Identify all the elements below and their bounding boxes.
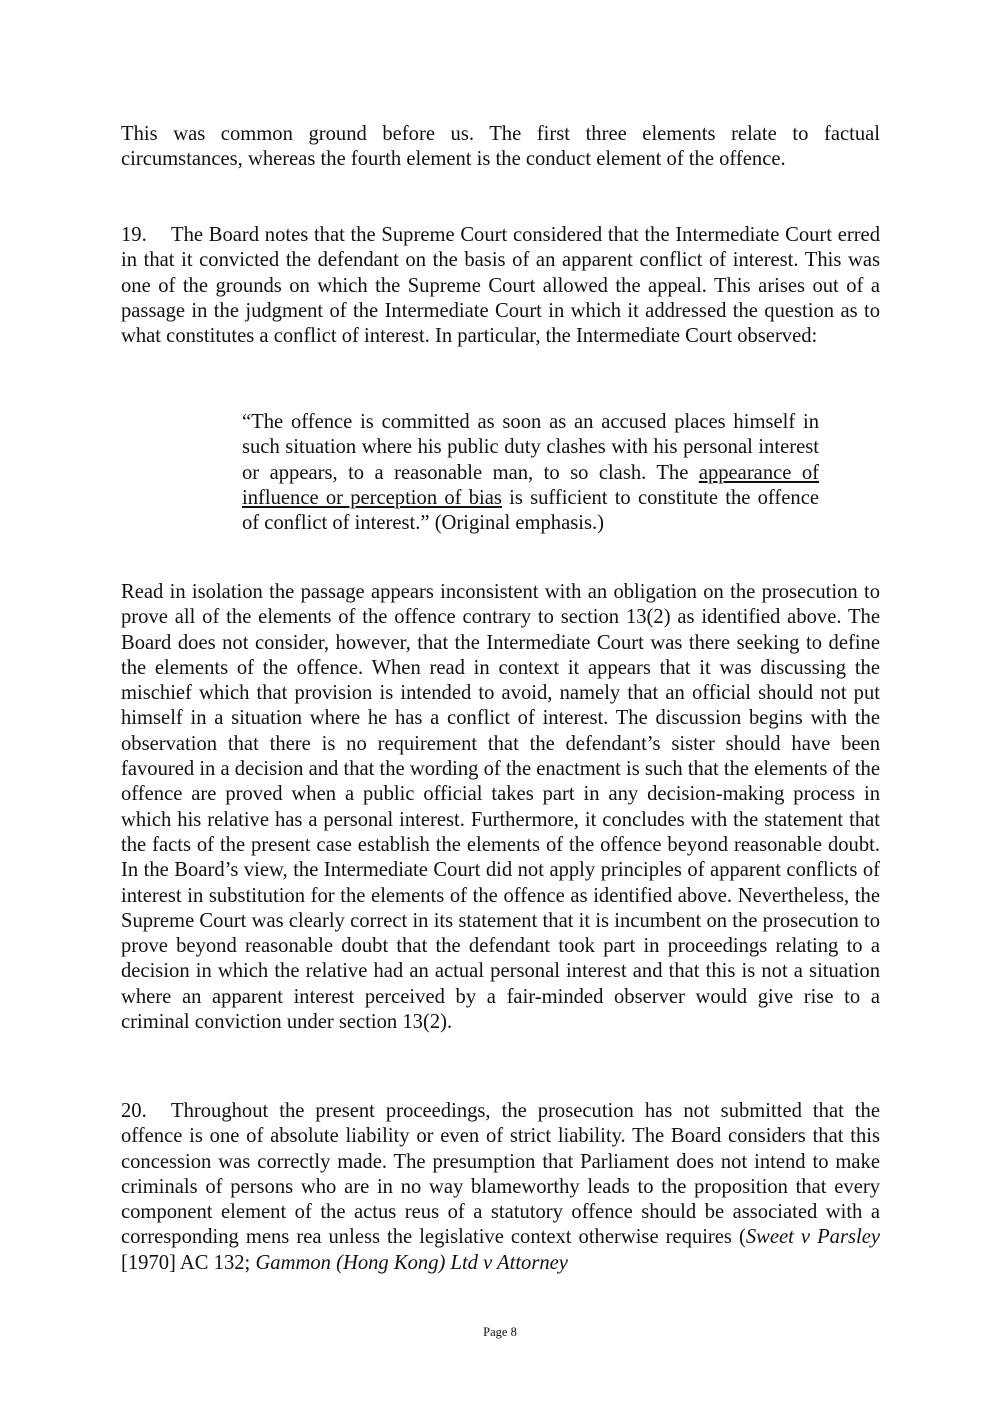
case-name: Sweet v Parsley	[745, 1226, 880, 1249]
paragraph-20	[121, 1099, 880, 1276]
intro-paragraph	[121, 122, 880, 173]
paragraph-number: 19.	[121, 224, 147, 246]
quote-text: “The offence is committed as soon as an accused places himself in such situation where his public duty clashes with his personal interest or appears, to a reasonable man, to so clash. The	[242, 411, 819, 484]
quote-emphasis: appearance of influence or perception of bias	[242, 461, 819, 509]
page-number: Page 8	[483, 1325, 517, 1339]
citation: [1970] AC 132;	[121, 1251, 256, 1274]
paragraph-19	[121, 223, 880, 349]
paragraph-text: The Board notes that the Supreme Court considered that the Intermediate Court erred in that it convicted the defendant on the basis of an apparent conflict of interest. This was one of the grounds on which the Supreme Court allowed the appeal. This arises out of a passage in the judgment of the Intermediate Court in which it addressed the question as to what constitutes a conflict of interest. In particular, the Intermediate Court observed:	[121, 224, 880, 348]
paragraph-text: Throughout the present proceedings, the prosecution has not submitted that the offence is one of absolute liability or even of strict liability. The Board considers that this concession was correctly made. The presumption that Parliament does not intend to make criminals of persons who are in no way blameworthy leads to the proposition that every component element of the actus reus of a statutory offence should be associated with a corresponding mens rea unless the legislative context otherwise requires (	[121, 1100, 880, 1249]
block-quote	[242, 410, 819, 536]
case-name: Gammon (Hong Kong) Ltd v Attorney	[255, 1251, 568, 1274]
intro-text: This was common ground before us. The first three elements relate to factual circumstances, whereas the fourth element is the conduct element of the offence.	[121, 123, 880, 171]
quote-text-end: is sufficient to constitute the offence of conflict of interest.” (Original emphasis.)	[242, 486, 819, 535]
continuation-text: Read in isolation the passage appears inconsistent with an obligation on the prosecution to prove all of the elements of the offence contrary to section 13(2) as identified above. The Board does not consider, however, that the Intermediate Court was there seeking to define the elements of the offence. When read in context it appears that it was discussing the mischief which that provision is intended to avoid, namely that an official should not put himself in a situation where he has a conflict of interest. The discussion begins with the observation that there is no requirement that the defendant’s sister should have been favoured in a decision and that the wording of the enactment is such that the elements of the offence are proved when a public official takes part in any decision-making process in which his relative has a personal interest. Furthermore, it concludes with the statement that the facts of the present case establish the elements of the offence beyond reasonable doubt. In the Board’s view, the Intermediate Court did not apply principles of apparent conflicts of interest in substitution for the elements of the offence as identified above. Nevertheless, the Supreme Court was clearly correct in its statement that it is incumbent on the prosecution to prove beyond reasonable doubt that the defendant took part in proceedings relating to a decision in which the relative had an actual personal interest and that this is not a situation where an apparent interest perceived by a fair-minded observer would give rise to a criminal conviction under section 13(2).	[121, 581, 880, 1034]
paragraph-number: 20.	[121, 1100, 147, 1122]
continuation-paragraph	[121, 580, 880, 1035]
